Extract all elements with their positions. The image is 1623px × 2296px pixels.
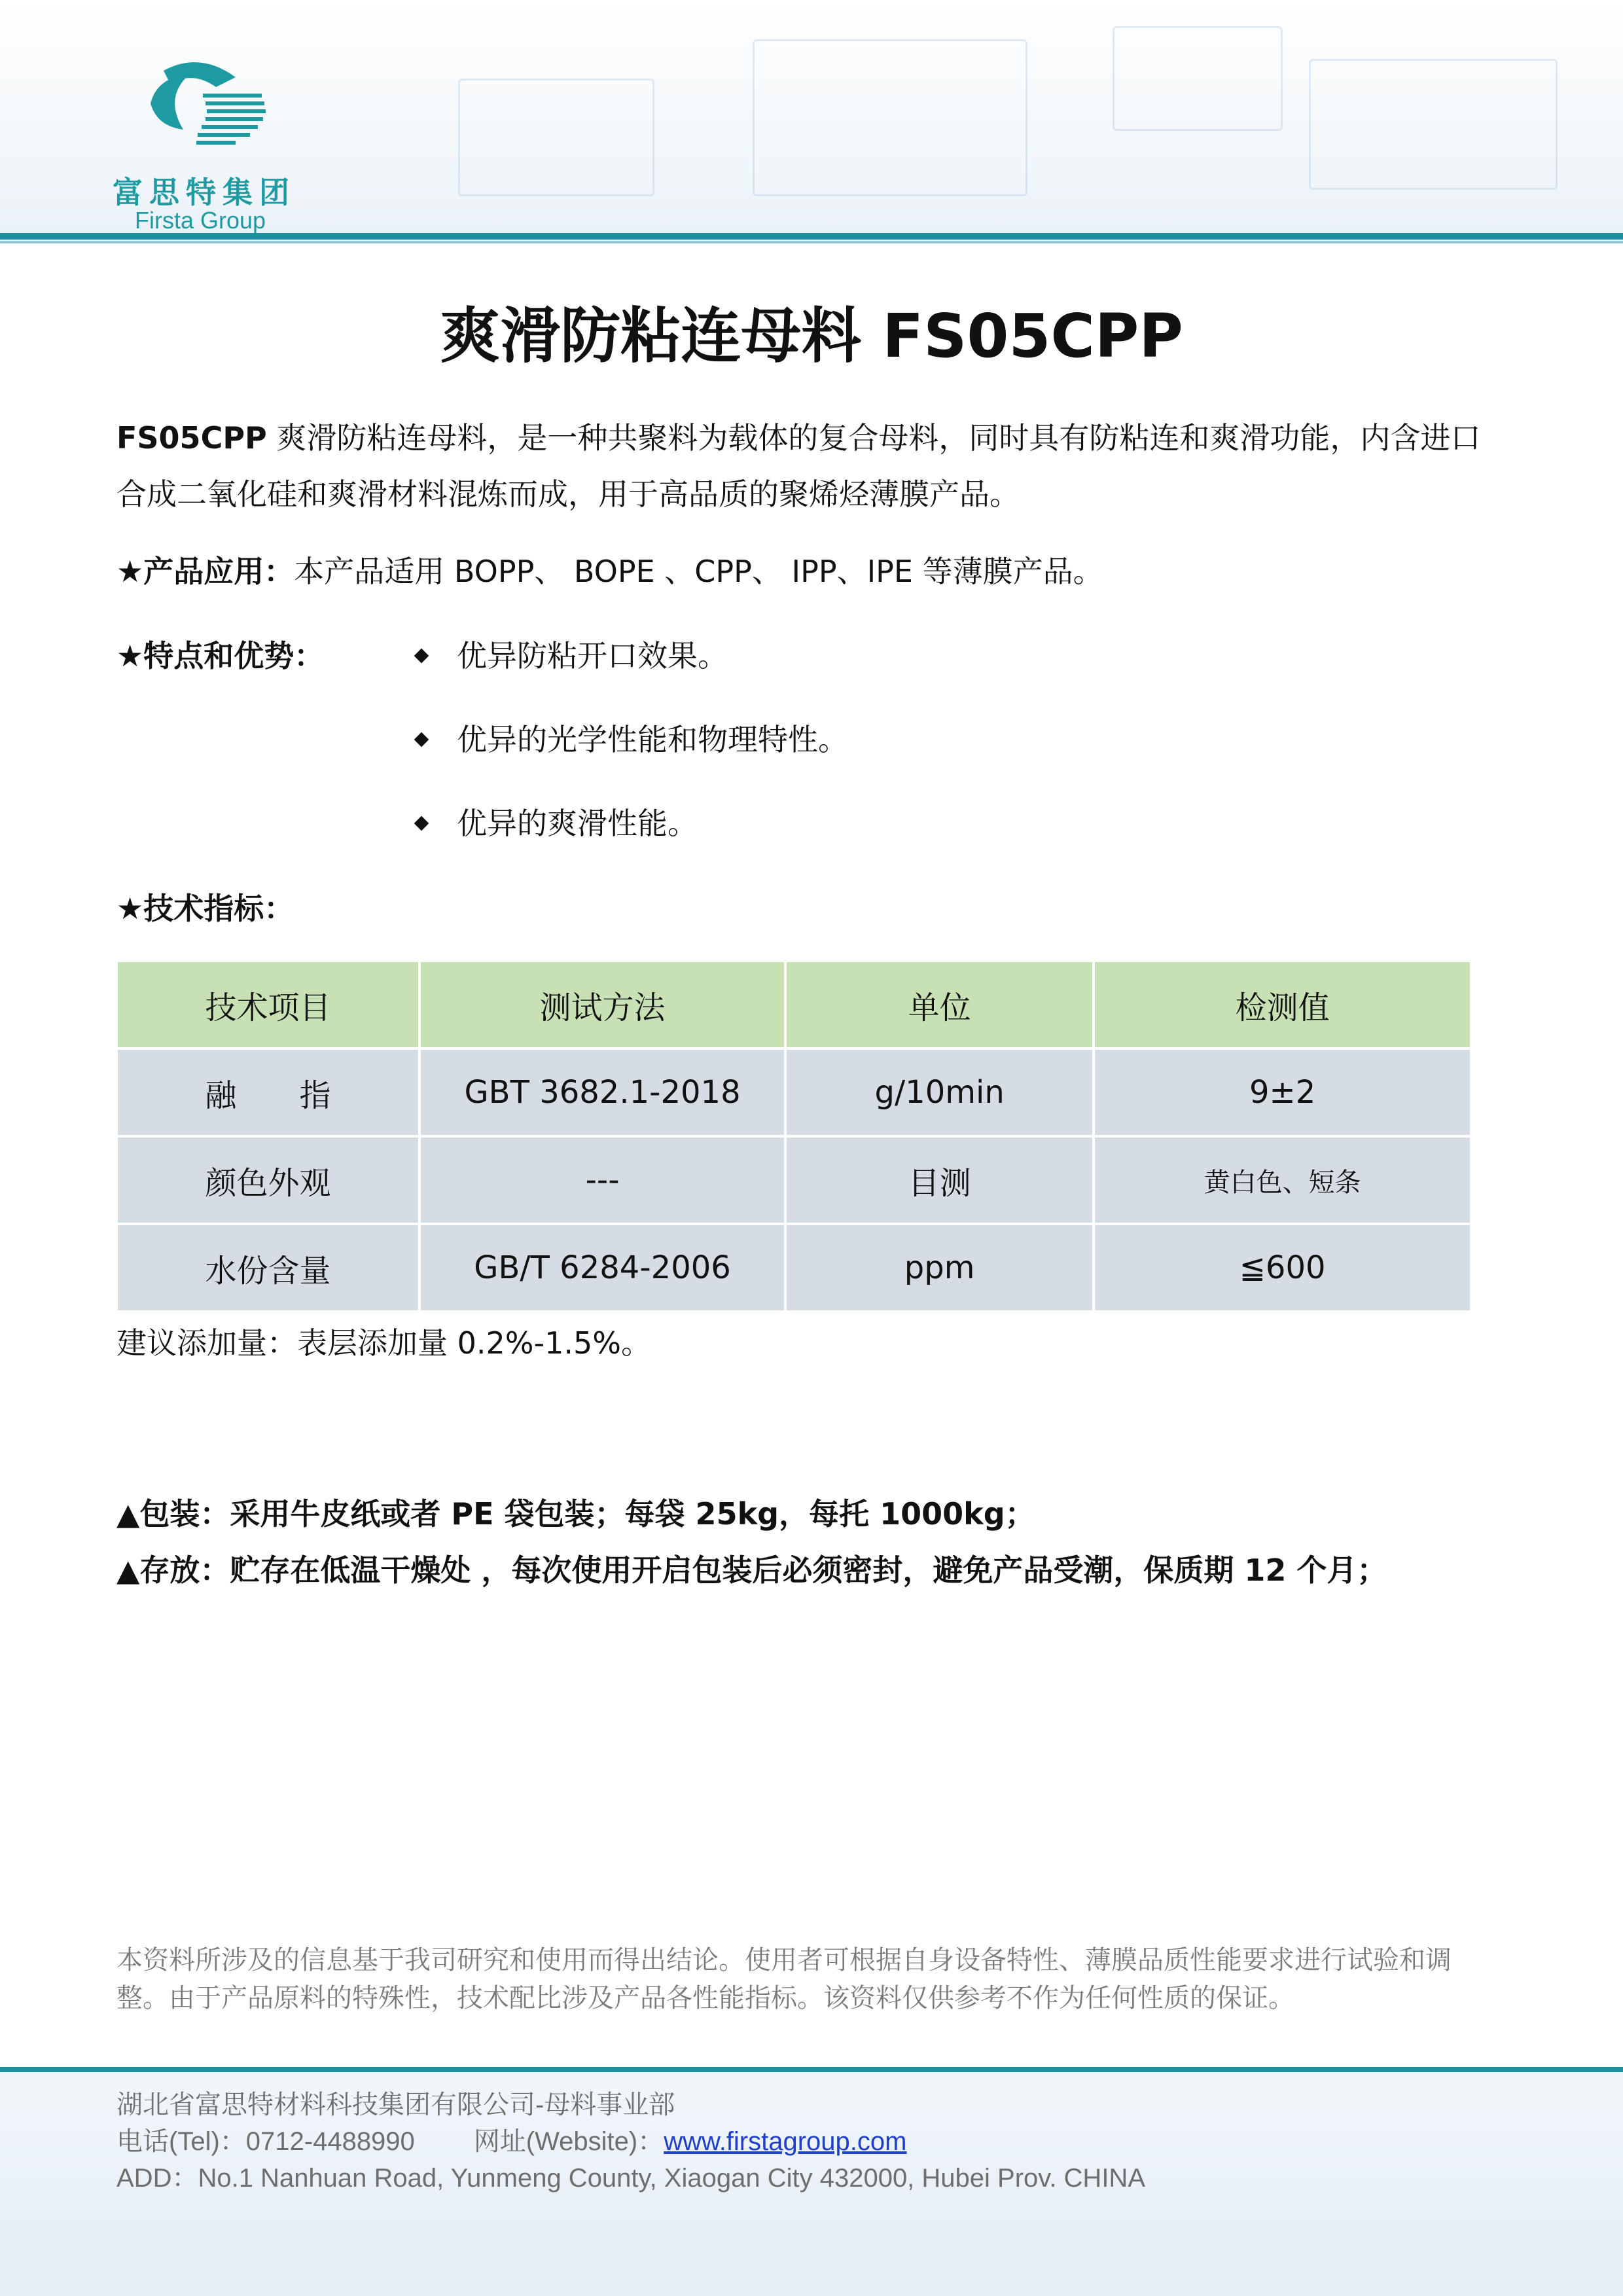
storage-line: ▲存放：贮存在低温干燥处 ，每次使用开启包装后必须密封，避免产品受潮，保质期 12 个月； bbox=[116, 1552, 1387, 1588]
diamond-bullet-icon bbox=[414, 816, 429, 831]
table-cell: 颜色外观 bbox=[116, 1136, 419, 1224]
table-cell: GBT 3682.1-2018 bbox=[419, 1049, 785, 1136]
application-line bbox=[116, 548, 1484, 594]
feature-text: 优异的爽滑性能。 bbox=[457, 806, 698, 841]
packaging-storage bbox=[116, 1486, 1484, 1598]
column-header: 技术项目 bbox=[116, 961, 419, 1049]
diamond-bullet-icon bbox=[414, 732, 429, 747]
features-label: ★特点和优势： bbox=[116, 638, 325, 673]
table-cell: --- bbox=[419, 1136, 785, 1224]
product-code: FS05CPP bbox=[116, 420, 267, 456]
table-cell: 水份含量 bbox=[116, 1224, 419, 1312]
table-header-row bbox=[116, 961, 1471, 1049]
table-cell: GB/T 6284-2006 bbox=[419, 1224, 785, 1312]
footer-website-link[interactable]: www.firstagroup.com bbox=[664, 2127, 907, 2156]
table-row bbox=[116, 1049, 1471, 1136]
packaging-line: ▲包装：采用牛皮纸或者 PE 袋包装；每袋 25kg，每托 1000kg； bbox=[116, 1496, 1035, 1532]
footer-website-label: 网址(Website)： bbox=[473, 2127, 664, 2156]
diamond-bullet-icon bbox=[414, 648, 429, 663]
logo-mark-icon bbox=[137, 58, 275, 162]
table-cell: ppm bbox=[785, 1224, 1094, 1312]
feature-item bbox=[416, 716, 848, 759]
table-cell: 目测 bbox=[785, 1136, 1094, 1224]
column-header: 单位 bbox=[785, 961, 1094, 1049]
table-cell: 融 指 bbox=[116, 1049, 419, 1136]
document-title: 爽滑防粘连母料 FS05CPP bbox=[440, 301, 1183, 371]
header-divider-light bbox=[0, 241, 1623, 243]
footer-divider bbox=[0, 2067, 1623, 2072]
footer-address: ADD：No.1 Nanhuan Road, Yunmeng County, Xiaogan City 432000, Hubei Prov. CHINA bbox=[116, 2164, 1145, 2193]
feature-item bbox=[416, 800, 698, 843]
company-logo bbox=[113, 58, 322, 236]
disclaimer: 本资料所涉及的信息基于我司研究和使用而得出结论。使用者可根据自身设备特性、薄膜品质性能要求进行试验和调整。由于产品原料的特殊性，技术配比涉及产品各性能指标。该资料仅供参考不作为任何性质的保证。 bbox=[116, 1945, 1452, 2013]
table-row bbox=[116, 1224, 1471, 1312]
table-row bbox=[116, 1136, 1471, 1224]
footer-company: 湖北省富思特材料科技集团有限公司-母料事业部 bbox=[116, 2090, 675, 2119]
table-cell: 9±2 bbox=[1094, 1049, 1471, 1136]
logo-name-cn: 富思特集团 bbox=[113, 175, 296, 210]
table-cell: ≦600 bbox=[1094, 1224, 1471, 1312]
feature-item bbox=[416, 632, 728, 675]
intro-text: 爽滑防粘连母料，是一种共聚料为载体的复合母料，同时具有防粘连和爽滑功能，内含进口合成二氧化硅和爽滑材料混炼而成，用于高品质的聚烯烃薄膜产品。 bbox=[116, 420, 1481, 512]
tech-spec-label: ★技术指标： bbox=[116, 891, 294, 926]
logo-name-en: Firsta Group bbox=[135, 207, 266, 234]
footer-contact bbox=[116, 2121, 906, 2158]
table-cell: 黄白色、短条 bbox=[1094, 1136, 1471, 1224]
application-label: ★产品应用： bbox=[116, 554, 294, 589]
application-text: 本产品适用 BOPP、 BOPE 、CPP、 IPP、IPE 等薄膜产品。 bbox=[294, 554, 1103, 589]
column-header: 检测值 bbox=[1094, 961, 1471, 1049]
column-header: 测试方法 bbox=[419, 961, 785, 1049]
spec-table bbox=[115, 960, 1472, 1313]
table-cell: g/10min bbox=[785, 1049, 1094, 1136]
intro-paragraph bbox=[116, 410, 1484, 522]
feature-text: 优异防粘开口效果。 bbox=[457, 638, 728, 673]
feature-text: 优异的光学性能和物理特性。 bbox=[457, 722, 848, 757]
footer-tel: 电话(Tel)：0712-4488990 bbox=[116, 2127, 415, 2156]
dosage-line: 建议添加量：表层添加量 0.2%-1.5%。 bbox=[116, 1325, 651, 1361]
